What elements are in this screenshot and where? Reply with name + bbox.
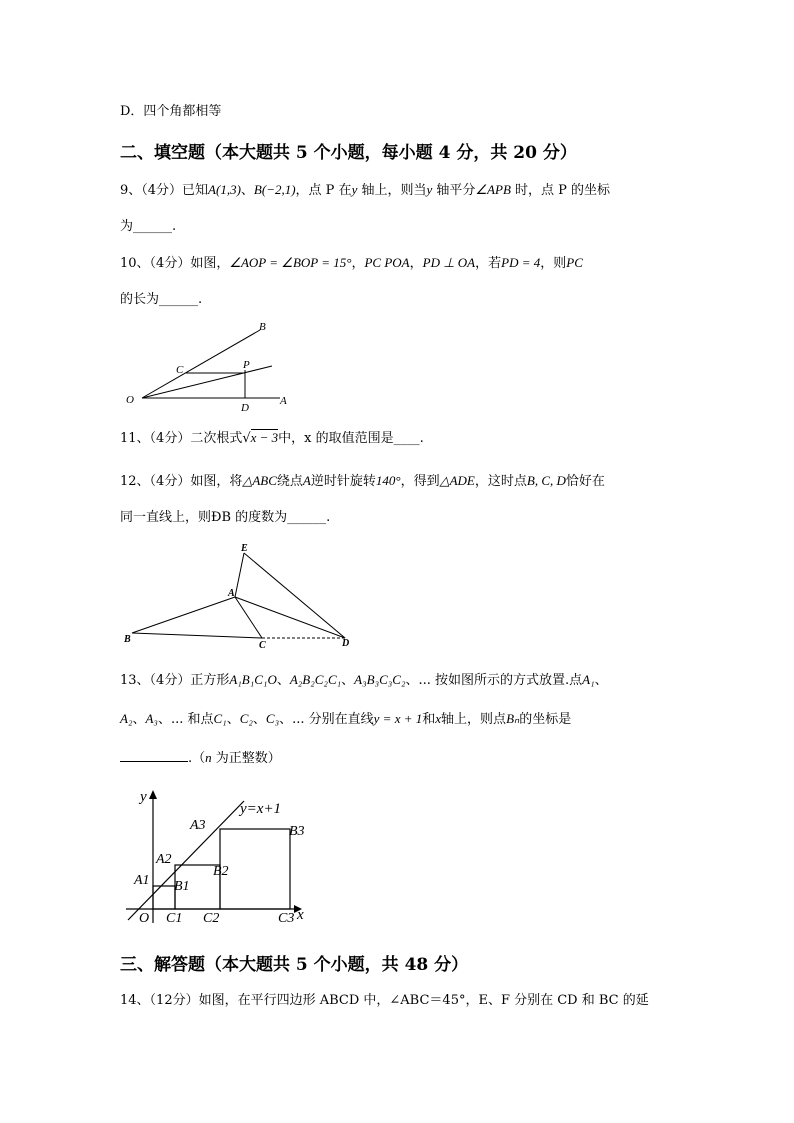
q10-line1: 10、（4分）如图，∠AOP = ∠BOP = 15°，PC POA，PD ⊥ OA，若PD = 4，则PC: [120, 255, 583, 271]
q13-figure: [120, 785, 320, 925]
q13-label-x: x: [297, 907, 304, 923]
q9-line2: 为______.: [120, 219, 177, 234]
q11-line: 11、（4分）二次根式√x − 3中，x 的取值范围是____.: [120, 430, 424, 446]
q10-label-c: C: [176, 364, 184, 376]
q10-line2: 的长为______.: [120, 292, 203, 307]
q13-answer-blank: [120, 749, 188, 762]
q12-line1: 12、（4分）如图，将△ABC绕点A逆时针旋转140°，得到△ADE，这时点B, C, D恰好在: [120, 473, 605, 489]
q13-label-y: y: [140, 789, 147, 805]
q12-figure: [120, 540, 360, 650]
q13-label-b1: B1: [174, 879, 190, 894]
q13-label-eq: y=x+1: [240, 801, 282, 817]
q12-line2: 同一直线上，则ÐB 的度数为______.: [120, 510, 331, 525]
q13-line2: A₂、A₃、... 和点C₁、C₂、C₃、... 分别在直线y = x + 1和x轴上，则点Bₙ的坐标是: [120, 711, 572, 727]
q12-label-a: A: [228, 588, 235, 599]
section3-heading: 三、解答题（本大题共 5 个小题，共 48 分）: [120, 955, 469, 975]
q12-label-c: C: [259, 640, 266, 651]
q10-label-o: O: [126, 394, 134, 406]
q13-label-a2: A2: [156, 852, 172, 867]
q13-line3: .（n 为正整数）: [120, 749, 281, 767]
q12-label-b: B: [124, 634, 131, 645]
q13-label-c2: C2: [203, 911, 220, 926]
q11-radicand: x − 3: [250, 430, 279, 445]
q12-label-d: D: [342, 638, 350, 649]
q10-label-p: P: [243, 359, 250, 371]
q13-label-a1: A1: [134, 873, 150, 888]
option-d: D．四个角都相等: [120, 104, 222, 119]
q13-label-a3: A3: [190, 818, 206, 833]
section2-heading: 二、填空题（本大题共 5 个小题，每小题 4 分，共 20 分）: [120, 143, 577, 163]
q14-line1: 14、（12分）如图，在平行四边形 ABCD 中，∠ABC＝45°，E、F 分别在 CD 和 BC 的延: [120, 993, 649, 1008]
q13-label-c1: C1: [166, 911, 183, 926]
q13-label-b3: B3: [289, 824, 305, 839]
q9-line1: 9、（4分）已知A(1,3)、B(−2,1)，点 P 在y 轴上，则当y 轴平分∠APB 时，点 P 的坐标: [120, 182, 611, 198]
q10-label-b: B: [259, 321, 266, 333]
q13-label-b2: B2: [213, 864, 229, 879]
q13-label-o: O: [139, 911, 150, 926]
q10-label-d: D: [241, 402, 249, 414]
q10-label-a: A: [280, 395, 287, 407]
q13-line1: 13、（4分）正方形A₁B₁C₁O、A₂B₂C₂C₁、A₃B₃C₃C₂、... 按如图所示的方式放置.点A₁、: [120, 672, 608, 688]
q12-label-e: E: [241, 543, 248, 554]
q13-label-c3: C3: [278, 911, 295, 926]
q10-figure: [120, 318, 300, 418]
